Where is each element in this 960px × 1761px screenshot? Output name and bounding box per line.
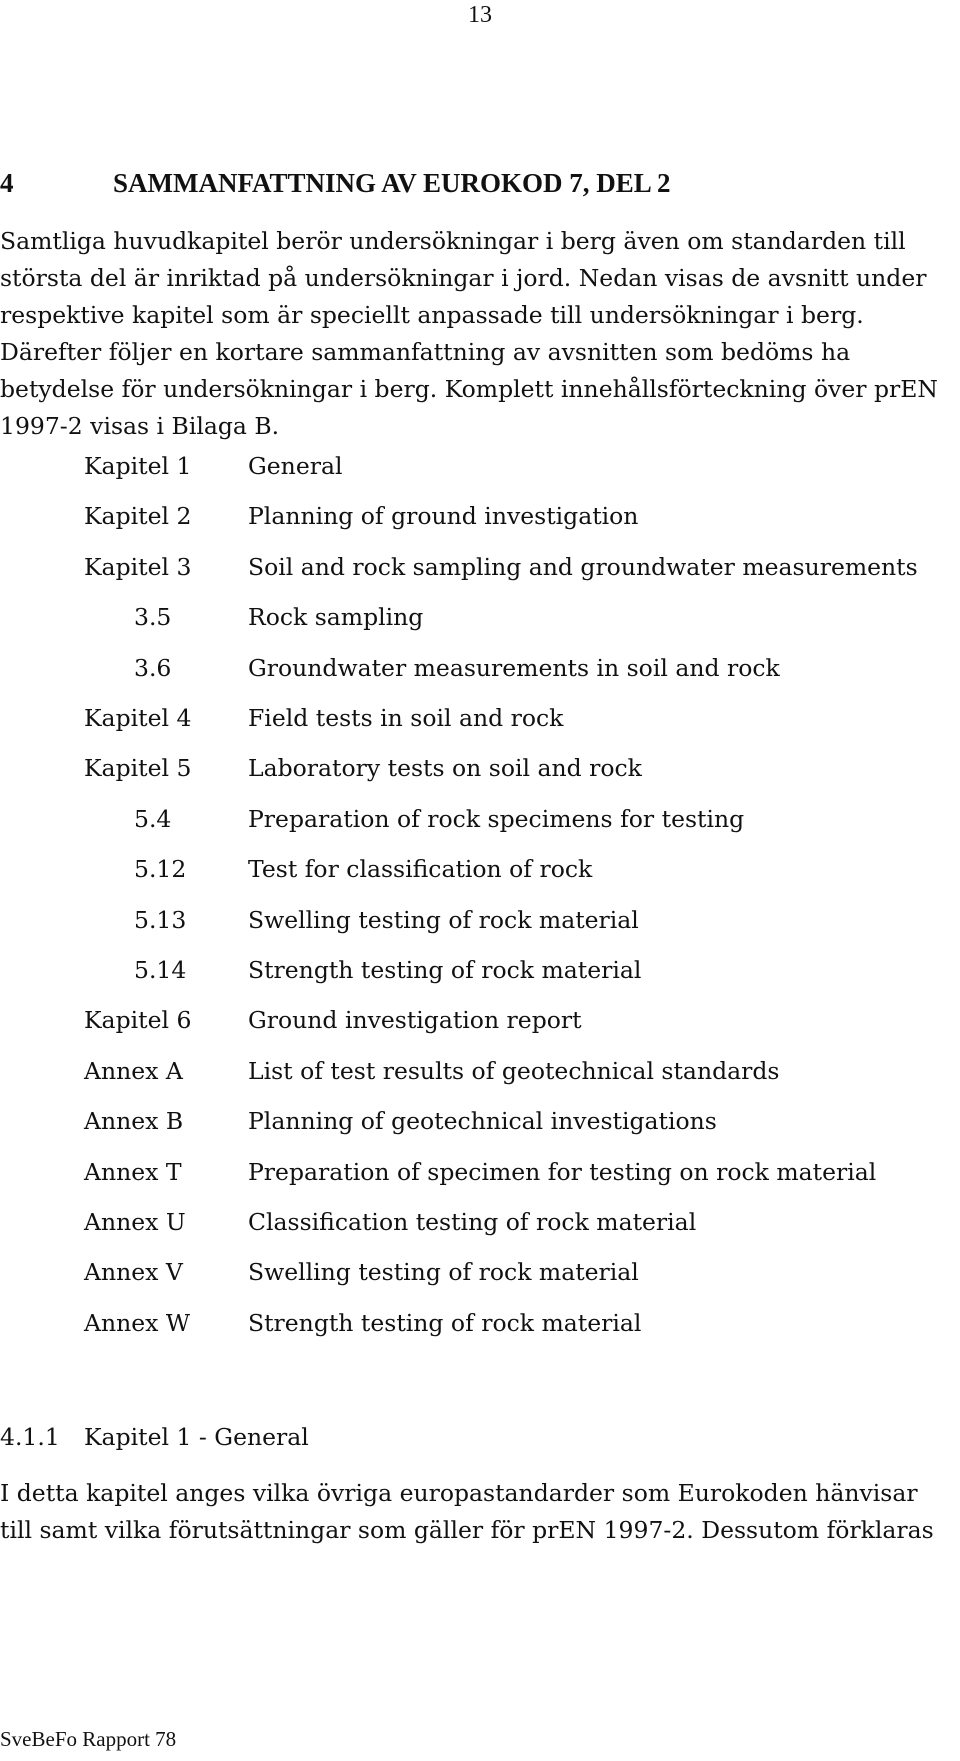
body-paragraph — [0, 1475, 960, 1549]
section-number: 4 — [0, 168, 14, 198]
chapter-title: General — [248, 452, 343, 480]
chapter-list-item — [0, 855, 960, 895]
chapter-label: Annex A — [84, 1056, 183, 1085]
chapter-title: Strength testing of rock material — [248, 956, 642, 984]
chapter-title: Strength testing of rock material — [248, 1308, 642, 1337]
intro-line: 1997-2 visas i Bilaga B. — [0, 412, 280, 440]
chapter-list-item — [0, 1309, 960, 1349]
chapter-label: Kapitel 6 — [84, 1006, 192, 1035]
chapter-label: 5.4 — [134, 804, 172, 833]
chapter-label: 5.13 — [134, 905, 187, 934]
chapter-label: 5.12 — [134, 855, 187, 884]
chapter-label: Kapitel 1 — [84, 452, 192, 480]
chapter-list-item — [0, 603, 960, 643]
chapter-label: Annex W — [84, 1308, 191, 1337]
chapter-title: Swelling testing of rock material — [248, 1258, 639, 1287]
chapter-label: Kapitel 3 — [84, 552, 192, 581]
chapter-title: Planning of ground investigation — [248, 502, 639, 531]
chapter-title: Field tests in soil and rock — [248, 704, 564, 732]
chapter-title: Ground investigation report — [248, 1006, 582, 1035]
chapter-title: Planning of geotechnical investigations — [248, 1107, 717, 1136]
chapter-label: Kapitel 2 — [84, 502, 192, 531]
intro-paragraph — [0, 223, 960, 445]
chapter-title: List of test results of geotechnical standards — [248, 1056, 780, 1085]
section-title: SAMMANFATTNING AV EUROKOD 7, DEL 2 — [113, 168, 671, 198]
chapter-title: Laboratory tests on soil and rock — [248, 754, 642, 783]
subsection-title: Kapitel 1 - General — [84, 1423, 309, 1451]
chapter-title: Preparation of rock specimens for testing — [248, 804, 745, 833]
intro-line: betydelse för undersökningar i berg. Komplett innehållsförteckning över prEN — [0, 375, 938, 403]
chapter-list-item — [0, 553, 960, 593]
chapter-list-item — [0, 452, 960, 492]
chapter-list-item — [0, 956, 960, 996]
body-line: till samt vilka förutsättningar som gäller för prEN 1997-2. Dessutom förklaras — [0, 1516, 934, 1544]
chapter-list-item — [0, 906, 960, 946]
chapter-label: Kapitel 5 — [84, 754, 192, 783]
chapter-label: Annex U — [84, 1208, 186, 1236]
chapter-list-item — [0, 1258, 960, 1298]
chapter-label: 3.5 — [134, 603, 172, 632]
chapter-title: Soil and rock sampling and groundwater measurements — [248, 552, 918, 581]
chapter-title: Swelling testing of rock material — [248, 905, 639, 934]
chapter-label: Annex V — [84, 1258, 183, 1287]
chapter-list-item — [0, 1006, 960, 1046]
chapter-list-item — [0, 502, 960, 542]
chapter-title: Test for classification of rock — [248, 855, 593, 884]
intro-line: Därefter följer en kortare sammanfattning av avsnitten som bedöms ha — [0, 338, 851, 366]
chapter-title: Groundwater measurements in soil and rock — [248, 653, 780, 682]
intro-line: Samtliga huvudkapitel berör undersökningar i berg även om standarden till — [0, 227, 906, 255]
chapter-list-item — [0, 754, 960, 794]
chapter-list-item — [0, 1208, 960, 1248]
page-number: 13 — [468, 2, 492, 28]
chapter-list-item — [0, 805, 960, 845]
chapter-label: Kapitel 4 — [84, 704, 192, 732]
intro-line: största del är inriktad på undersökningar i jord. Nedan visas de avsnitt under — [0, 264, 927, 292]
chapter-label: Annex T — [84, 1157, 182, 1186]
chapter-label: 3.6 — [134, 653, 172, 682]
chapter-list-item — [0, 654, 960, 694]
chapter-label: 5.14 — [134, 956, 187, 984]
chapter-list-item — [0, 1057, 960, 1097]
footer-text: SveBeFo Rapport 78 — [0, 1727, 177, 1751]
subsection-number: 4.1.1 — [0, 1423, 60, 1451]
chapter-title: Preparation of specimen for testing on rock material — [248, 1157, 877, 1186]
body-line: I detta kapitel anges vilka övriga europastandarder som Eurokoden hänvisar — [0, 1479, 918, 1507]
chapter-title: Rock sampling — [248, 603, 424, 632]
chapter-title: Classification testing of rock material — [248, 1208, 697, 1236]
intro-line: respektive kapitel som är speciellt anpassade till undersökningar i berg. — [0, 301, 864, 329]
chapter-label: Annex B — [84, 1107, 184, 1136]
chapter-list-item — [0, 1158, 960, 1198]
chapter-list-item — [0, 704, 960, 744]
chapter-list-item — [0, 1107, 960, 1147]
